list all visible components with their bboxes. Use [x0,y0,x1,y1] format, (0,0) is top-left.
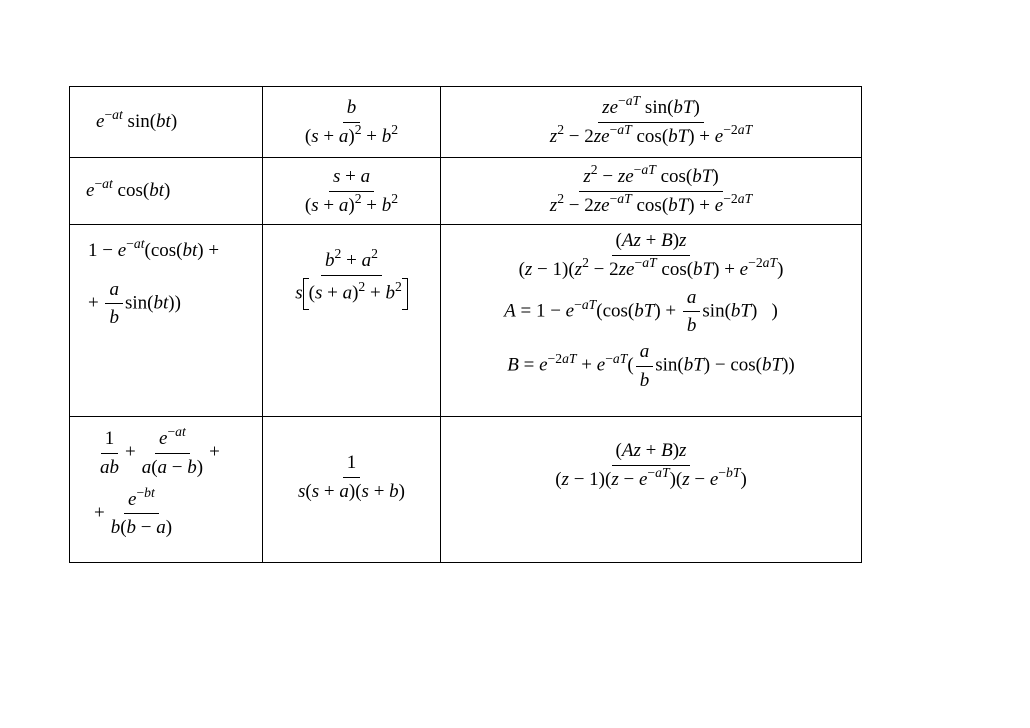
formula-line-2: + $\frac{e^{-bt}}{b(b - a)}$ [94,484,173,539]
time-function-cell [70,225,263,417]
formula-main: $\frac{(Az + B)z}{(z - 1)(z^2 - 2ze^{-aT} \cos(bT) + e^{-2aT})}$ [518,230,784,280]
table-row [70,417,862,563]
formula: $\frac{(Az + B)z}{(z - 1)(z - e^{-aT})(z - e^{-bT})}$ [555,440,747,490]
time-function-cell [70,158,263,225]
formula: $e^{-at}$ sin(bt) [96,107,178,132]
laplace-transform-cell [263,417,441,563]
formula-A: $A = 1 - e^{-aT}(\cos(bT)$ + $\frac{a}{b}$ sin(bT) ) [504,286,778,337]
laplace-transform-cell [263,225,441,417]
formula: $\frac{s + a}{(s + a)^2 + b^2}$ [304,165,399,216]
table-row [70,158,862,225]
formula-line-2: + $\frac{a}{b}$ sin(bt)) [88,278,181,329]
formula-line-1: $\frac{1}{ab}$ + $\frac{e^{-at}}{a(a - b)}$ + [100,424,220,478]
time-function-cell [70,87,263,158]
formula-B: $B = e^{-2aT} + e^{-aT}$( $\frac{a}{b}$ sin(bT) − cos(bT)) [507,341,795,391]
table-row [70,87,862,158]
z-transform-cell [441,225,862,417]
formula: $\frac{b^2 + a^2}{s (s + a)^2 + b^2}$ [291,249,412,310]
formula: $e^{-at}$ cos(bt) [86,176,171,201]
z-transform-cell [441,158,862,225]
transform-table [69,86,862,563]
formula: $\frac{z^2 - ze^{-aT} \cos(bT)}{z^2 - 2ze^{-aT} \cos(bT) + e^{-2aT}}$ [549,162,753,216]
z-transform-cell [441,417,862,563]
laplace-transform-cell [263,158,441,225]
laplace-transform-cell [263,87,441,158]
z-transform-cell [441,87,862,158]
time-function-cell [70,417,263,563]
formula: $\frac{b}{(s + a)^2 + b^2}$ [304,96,399,147]
table-row [70,225,862,417]
formula: $\frac{ze^{-aT} \sin(bT)}{z^2 - 2ze^{-aT} \cos(bT) + e^{-2aT}}$ [549,93,753,147]
formula-line-1: $1 - e^{-at}(\cos(bt)$ + [88,236,220,261]
formula: $\frac{1}{s(s + a)(s + b)}$ [298,452,405,502]
